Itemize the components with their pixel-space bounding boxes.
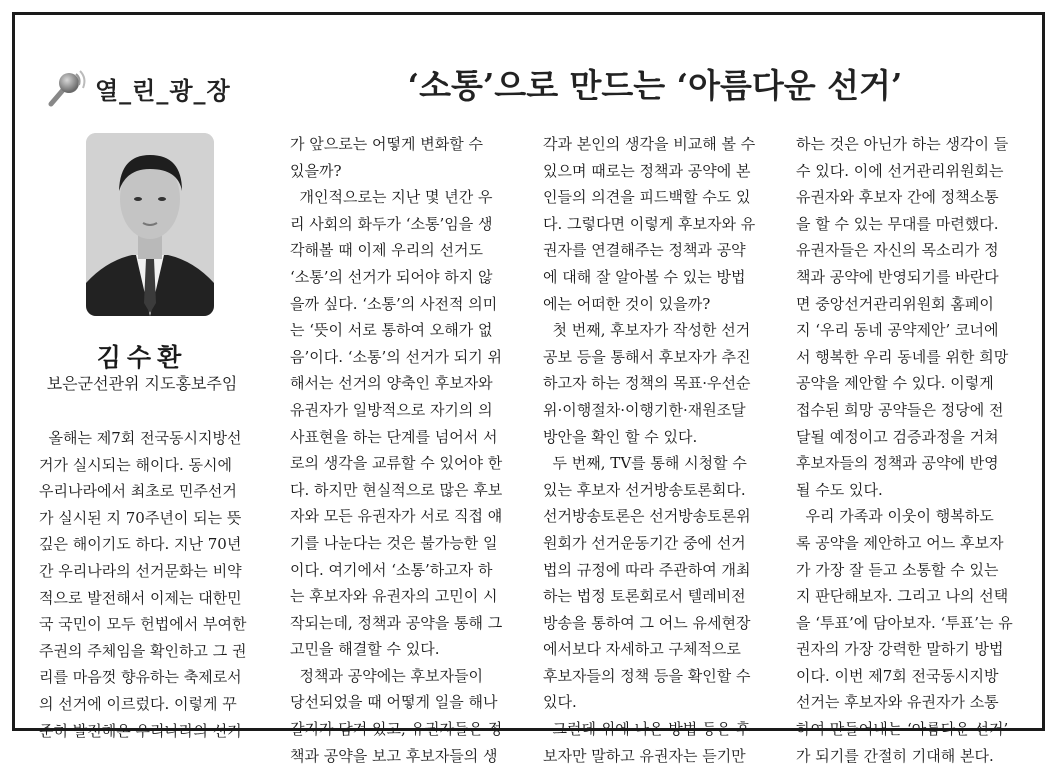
article-line: 선거는 후보자와 유권자가 소통 — [796, 693, 999, 712]
article-line: 가 되기를 간절히 기대해 본다. — [796, 746, 994, 765]
article-line: 면 중앙선거관리위원회 홈페이 — [796, 294, 994, 313]
article-line: 공보 등을 통해서 후보자가 추진 — [543, 347, 751, 366]
article-line: 수 있다. 이에 선거관리위원회는 — [796, 161, 1004, 180]
article-line: 방안을 확인 할 수 있다. — [543, 427, 698, 446]
article-line: 에 대해 잘 알아볼 수 있는 방법 — [543, 267, 746, 286]
article-column-3 — [543, 131, 769, 769]
article-line: 당선되었을 때 어떻게 일을 해나 — [290, 693, 498, 712]
article-line: 있다. — [543, 693, 577, 712]
article-line: 거가 실시되는 해이다. 동시에 — [39, 455, 232, 474]
article-line: 개인적으로는 지난 몇 년간 우 — [290, 188, 493, 207]
article-line: 있는 후보자 선거방송토론회다. — [543, 480, 746, 499]
article-line: 유권자와 후보자 간에 정책소통 — [796, 188, 999, 207]
article-line: 는 ‘뜻이 서로 통하여 오해가 없 — [290, 321, 493, 340]
article-line: 하는 법정 토론회로서 텔레비전 — [543, 587, 746, 606]
article-line: 우리나라에서 최초로 민주선거 — [39, 482, 237, 501]
article-line: 사표현을 하는 단계를 넘어서 서 — [290, 427, 498, 446]
article-line: 있을까? — [290, 161, 342, 180]
microphone-icon — [45, 68, 93, 108]
article-line: 두 번째, TV를 통해 시청할 수 — [543, 454, 747, 473]
article-line: 방송을 통하여 그 어느 유세현장 — [543, 613, 751, 632]
headline: ‘소통’으로 만드는 ‘아름다운 선거’ — [407, 66, 903, 105]
article-line: 음’이다. ‘소통’의 선거가 되기 위 — [290, 347, 503, 366]
article-line: 권자의 가장 강력한 말하기 방법 — [796, 640, 1004, 659]
article-line: 올해는 제7회 전국동시지방선 — [39, 429, 242, 447]
article-line: 이다. 이번 제7회 전국동시지방 — [796, 666, 999, 685]
article-column-4 — [796, 131, 1022, 769]
article-line: 책과 공약에 반영되기를 바란다 — [796, 267, 999, 286]
author-title: 보은군선관위 지도홍보주임 — [46, 374, 238, 393]
article-line: 권자를 연결해주는 정책과 공약 — [543, 241, 746, 260]
article-line: 선거방송토론은 선거방송토론위 — [543, 507, 751, 526]
article-line: 서 행복한 우리 동네를 위한 희망 — [796, 347, 1009, 366]
article-line: 록 공약을 제안하고 어느 후보자 — [796, 533, 1004, 552]
article-line: 이다. 여기에서 ‘소통’하고자 하 — [290, 560, 493, 579]
article-line: 있으며 때로는 정책과 공약에 본 — [543, 161, 751, 180]
article-line: 에서보다 자세하고 구체적으로 — [543, 640, 741, 659]
article-line: 지 ‘우리 동네 공약제안’ 코너에 — [796, 321, 999, 340]
author-name: 김수환 — [96, 343, 188, 372]
article-line: 위·이행절차·이행기한·재원조달 — [543, 400, 746, 419]
article-line: 가 가장 잘 듣고 소통할 수 있는 — [796, 560, 999, 579]
article-line: 로의 생각을 교류할 수 있어야 한 — [290, 454, 503, 473]
article-line: 보자만 말하고 유권자는 듣기만 — [543, 746, 746, 765]
article-line: 공약을 제안할 수 있다. 이렇게 — [796, 374, 994, 393]
article-line: 그런데 위에 나온 방법 등은 후 — [543, 720, 751, 739]
article-column-1 — [39, 425, 267, 744]
article-line: 될 수도 있다. — [796, 480, 883, 499]
article-line: 가 실시된 지 70주년이 되는 뜻 — [39, 508, 242, 527]
article-column-2 — [290, 131, 516, 769]
article-line: 각해볼 때 이제 우리의 선거도 — [290, 241, 483, 260]
article-line: 정책과 공약에는 후보자들이 — [290, 666, 483, 685]
article-line: 다. 그렇다면 이렇게 후보자와 유 — [543, 214, 756, 233]
section-label: 열_린_광_장 — [95, 76, 231, 105]
article-line: 첫 번째, 후보자가 작성한 선거 — [543, 321, 751, 340]
article-line: 간 우리나라의 선거문화는 비약 — [39, 561, 242, 580]
article-line: 준히 발전해온 우리나라의 선거 — [39, 721, 242, 740]
article-line: 달될 예정이고 검증과정을 거쳐 — [796, 427, 999, 446]
article-line: 적으로 발전해서 이제는 대한민 — [39, 588, 242, 607]
article-line: 의 선거에 이르렀다. 이렇게 꾸 — [39, 694, 237, 713]
article-line: 해서는 선거의 양축인 후보자와 — [290, 374, 493, 393]
article-line: 을까 싶다. ‘소통’의 사전적 의미 — [290, 294, 498, 313]
article-line: 하여 만들어내는 ‘아름다운 선거’ — [796, 720, 1009, 739]
article-line: 인들의 의견을 피드백할 수도 있 — [543, 188, 751, 207]
article-line: 을 할 수 있는 무대를 마련했다. — [796, 214, 999, 233]
section-header — [45, 68, 231, 108]
article-line: 깊은 해이기도 하다. 지난 70년 — [39, 535, 242, 554]
article-line: 하고자 하는 정책의 목표·우선순 — [543, 374, 751, 393]
article-line: 접수된 희망 공약들은 정당에 전 — [796, 400, 1004, 419]
article-line: ‘소통’의 선거가 되어야 하지 않 — [290, 267, 493, 286]
article-line: 자와 모든 유권자가 서로 직접 얘 — [290, 507, 503, 526]
article-line: 원회가 선거운동기간 중에 선거 — [543, 533, 746, 552]
article-line: 각과 본인의 생각을 비교해 볼 수 — [543, 135, 756, 153]
article-line: 후보자들의 정책과 공약에 반영 — [796, 454, 999, 473]
article-line: 다. 하지만 현실적으로 많은 후보 — [290, 480, 503, 499]
article-line: 고민을 해결할 수 있다. — [290, 640, 440, 659]
article-line: 작되는데, 정책과 공약을 통해 그 — [290, 613, 503, 632]
article-line: 리를 마음껏 향유하는 축제로서 — [39, 668, 242, 687]
article-line: 을 ‘투표’에 담아보자. ‘투표’는 유 — [796, 613, 1013, 632]
article-line: 책과 공약을 보고 후보자들의 생 — [290, 746, 498, 765]
article-line: 법의 규정에 따라 주관하여 개최 — [543, 560, 751, 579]
article-line: 갈지가 담겨 있고, 유권자들은 정 — [290, 720, 503, 739]
article-line: 가 앞으로는 어떻게 변화할 수 — [290, 135, 483, 153]
article-line: 주권의 주체임을 확인하고 그 권 — [39, 641, 247, 660]
article-line: 국 국민이 모두 헌법에서 부여한 — [39, 615, 247, 634]
article-line: 유권자들은 자신의 목소리가 정 — [796, 241, 999, 260]
article-line: 우리 가족과 이웃이 행복하도 — [796, 507, 994, 526]
author-portrait — [86, 133, 214, 316]
article-line: 하는 것은 아닌가 하는 생각이 들 — [796, 135, 1009, 153]
article-line: 지 판단해보자. 그리고 나의 선택 — [796, 587, 1009, 606]
article-line: 후보자들의 정책 등을 확인할 수 — [543, 666, 751, 685]
article-line: 리 사회의 화두가 ‘소통’임을 생 — [290, 214, 493, 233]
article-line: 유권자가 일방적으로 자기의 의 — [290, 400, 493, 419]
author-photo — [86, 133, 214, 316]
article-line: 는 후보자와 유권자의 고민이 시 — [290, 587, 498, 606]
article-line: 기를 나눈다는 것은 불가능한 일 — [290, 533, 498, 552]
article-line: 에는 어떠한 것이 있을까? — [543, 294, 711, 313]
